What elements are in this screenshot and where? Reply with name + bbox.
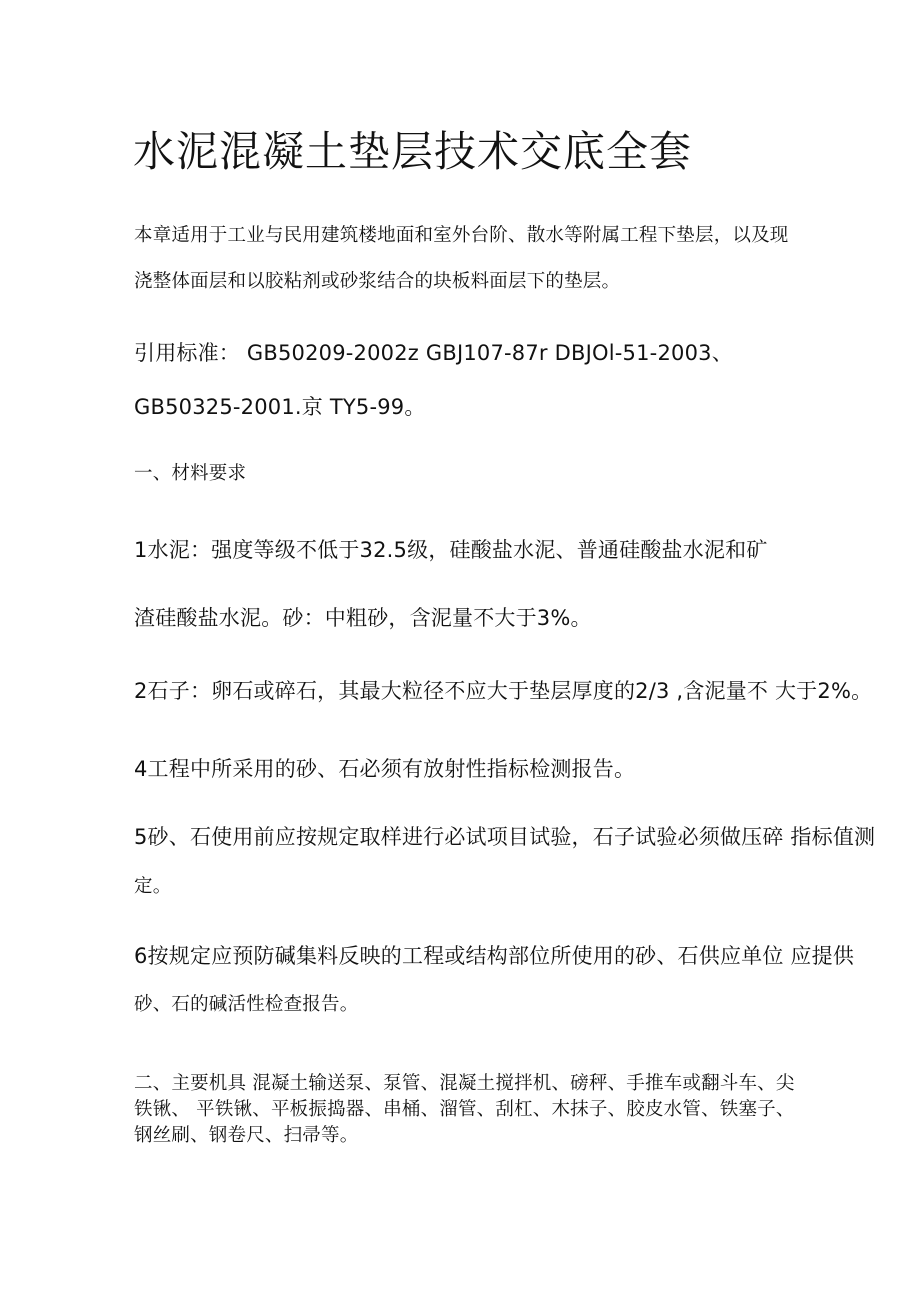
- standards-line-1: 引用标准： GB50209-2002z GBJ107-87r DBJOl-51-2003、: [134, 341, 733, 365]
- intro-line-1: 本章适用于工业与民用建筑楼地面和室外台阶、散水等附属工程下垫层，以及现: [134, 225, 789, 246]
- standards-line-2: GB50325-2001.京 TY5-99。: [134, 395, 426, 419]
- document-title: 水泥混凝土垫层技术交底全套: [133, 127, 693, 176]
- intro-line-2: 浇整体面层和以胶粘剂或砂浆结合的块板料面层下的垫层。: [134, 271, 621, 292]
- equipment-line-1: 二、主要机具 混凝土输送泵、泵管、混凝土搅拌机、磅秤、手推车或翻斗车、尖: [134, 1073, 795, 1094]
- material-item-6-line-1: 6按规定应预防碱集料反映的工程或结构部位所使用的砂、石供应单位 应提供: [134, 944, 855, 968]
- material-item-4: 4工程中所采用的砂、石必须有放射性指标检测报告。: [134, 757, 636, 781]
- equipment-line-3: 钢丝刷、钢卷尺、扫帚等。: [134, 1125, 359, 1146]
- material-item-6-line-2: 砂、石的碱活性检查报告。: [134, 994, 359, 1015]
- material-item-5-line-1: 5砂、石使用前应按规定取样进行必试项目试验，石子试验必须做压碎 指标值测: [134, 825, 876, 849]
- material-item-5-line-2: 定。: [134, 876, 172, 897]
- equipment-line-2: 铁锹、 平铁锹、平板振捣器、串桶、溜管、刮杠、木抹子、胶皮水管、铁塞子、: [134, 1099, 795, 1120]
- section-heading-materials: 一、材料要求: [134, 463, 247, 484]
- material-item-1-line-2: 渣硅酸盐水泥。砂：中粗砂，含泥量不大于3%。: [134, 606, 592, 630]
- material-item-2: 2石子：卵石或碎石，其最大粒径不应大于垫层厚度的2/3 ,含泥量不 大于2%。: [134, 679, 873, 703]
- material-item-1-line-1: 1水泥：强度等级不低于32.5级，硅酸盐水泥、普通硅酸盐水泥和矿: [134, 538, 768, 562]
